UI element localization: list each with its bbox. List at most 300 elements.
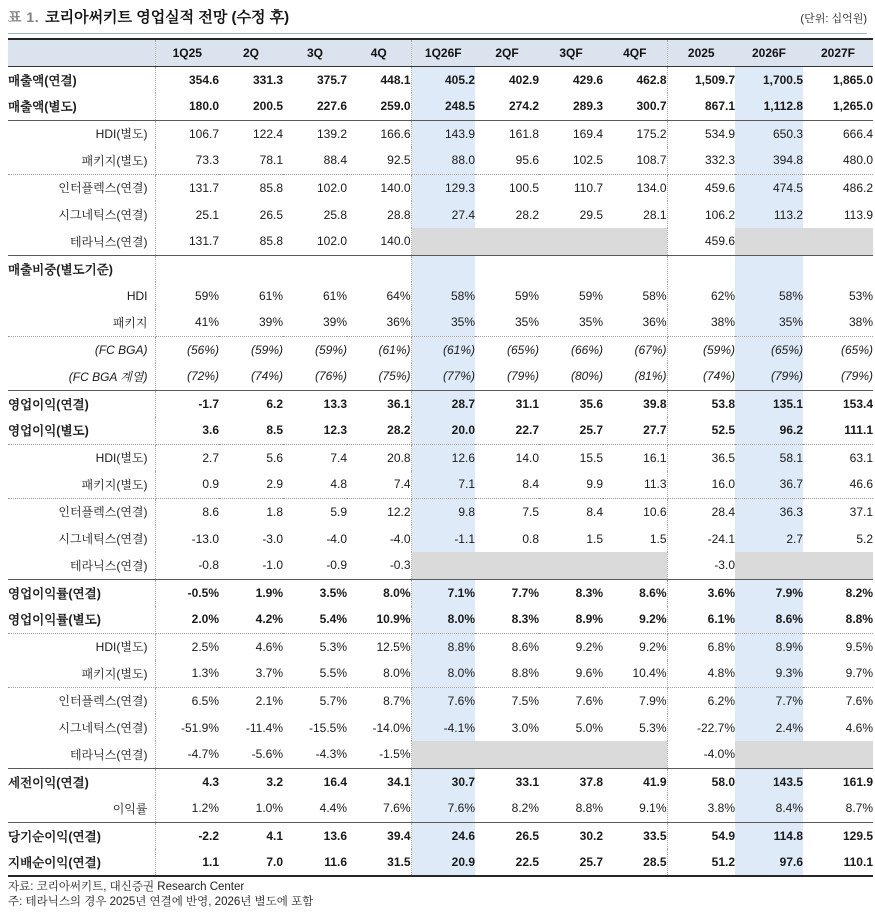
cell: 227.6 [283,93,347,120]
cell: 7.0 [219,849,283,876]
table-header-row [8,39,873,66]
cell: 25.8 [323,207,347,222]
cell: 36.3 [735,498,803,525]
cell: -3.0 [667,552,735,579]
cell [735,228,803,255]
row-label: 시그네틱스(연결) [8,201,155,228]
cell: -22.7% [696,720,735,735]
column-header: 2QF [475,39,539,66]
table-row [8,282,873,309]
row-label: 지배순이익(연결) [8,849,155,876]
cell: -11.4% [245,720,283,735]
table-row [8,768,873,795]
cell: -0.3 [347,552,411,579]
cell: 88.4 [283,147,347,174]
cell: -0.9 [283,552,347,579]
cell: 95.6 [475,147,539,174]
cell: 200.5 [219,93,283,120]
cell [539,255,603,282]
cell: 8.6% [511,639,539,654]
cell: 59% [578,288,603,303]
cell: 166.6 [347,120,411,147]
cell: 96.2 [735,417,803,444]
column-header: 1Q25 [155,39,219,66]
cell: 7.9% [603,687,667,714]
cell [283,255,347,282]
cell: 25.7 [539,417,603,444]
cell: 9.6% [539,660,603,687]
cell: 64% [347,282,411,309]
row-label: 테라닉스(연결) [8,552,155,579]
cell: (66%) [570,342,603,357]
cell: 59% [194,288,219,303]
cell: 8.9% [735,633,803,660]
cell: 108.7 [603,147,667,174]
cell: 6.5% [191,693,219,708]
column-header: 1Q26F [411,39,475,66]
cell: 54.9 [711,828,735,843]
unit-label: (단위: 십억원) [800,13,867,25]
cell: 448.1 [347,66,411,93]
cell [219,255,283,282]
cell: 58% [735,282,803,309]
cell: 1.8 [266,504,283,519]
cell: 35% [411,309,475,336]
cell: 61% [322,288,347,303]
cell [539,741,603,768]
cell: 3.6 [155,417,219,444]
cell [475,741,539,768]
table-row [8,390,873,417]
table-row [8,633,873,660]
cell: 24.6 [411,822,475,849]
row-label: 인터플렉스(연결) [8,687,155,714]
table-row [8,147,873,174]
cell: 8.0% [411,660,475,687]
row-label: 패키지 [8,309,155,336]
cell: 36.5 [711,450,735,465]
cell: 3.5% [319,585,347,600]
forecast-table [8,38,873,877]
table-row [8,552,873,579]
row-label: 당기순이익(연결) [8,822,155,849]
cell: 4.6% [845,720,873,735]
row-label: 패키지(별도) [8,147,155,174]
cell: 97.6 [735,849,803,876]
cell: 53.8 [711,396,735,411]
cell: -4.3% [283,741,347,768]
cell: 58.1 [735,444,803,471]
cell: 9.3% [735,660,803,687]
row-label: 패키지(별도) [8,660,155,687]
cell: 33.5 [603,822,667,849]
table-row [8,687,873,714]
row-label: 매출액(연결) [8,66,155,93]
cell: 867.1 [667,93,735,120]
table-title [8,6,867,30]
table-row [8,417,873,444]
table-row [8,93,873,120]
cell [735,255,803,282]
cell: -24.1 [707,531,735,546]
cell: (72%) [155,363,219,390]
cell: 289.3 [539,93,603,120]
cell: 139.2 [316,126,347,141]
cell: (59%) [314,342,347,357]
row-label: 매출액(별도) [8,93,155,120]
cell: -1.5% [347,741,411,768]
cell: 8.8% [475,660,539,687]
cell: 7.6% [347,795,411,822]
cell: 92.5 [347,147,411,174]
cell: 3.0% [511,720,539,735]
cell: 114.8 [735,822,803,849]
cell: 27.4 [411,201,475,228]
cell: 39% [283,309,347,336]
row-label: HDI(별도) [8,444,155,471]
cell: -15.5% [308,720,347,735]
cell: 4.8% [667,660,735,687]
cell: -1.0 [219,552,283,579]
column-header: 2026F [735,39,803,66]
cell: 8.4% [735,795,803,822]
table-row [8,444,873,471]
cell: 25.7 [539,849,603,876]
cell: 3.2 [266,774,283,789]
cell: -2.2 [198,828,219,843]
column-header: 4QF [603,39,667,66]
table-number: 표 1. [8,9,40,25]
cell: (74%) [219,363,283,390]
column-header: 2027F [803,39,873,66]
cell: 354.6 [188,72,219,87]
cell: 140.0 [347,174,411,201]
cell [603,552,667,579]
cell: 113.9 [843,207,873,222]
cell: 161.9 [842,774,873,789]
cell [803,228,873,255]
cell: 1,265.0 [803,93,873,120]
row-label: 인터플렉스(연결) [8,174,155,201]
row-label: 테라닉스(연결) [8,228,155,255]
cell: (56%) [186,342,219,357]
cell: 332.3 [667,147,735,174]
cell: 28.2 [515,207,539,222]
cell: 52.5 [667,417,735,444]
cell: 8.8% [539,795,603,822]
cell: 5.7% [319,693,347,708]
cell: 161.8 [508,126,539,141]
cell: (79%) [735,363,803,390]
cell: 26.5 [515,828,539,843]
cell: 7.5 [522,504,539,519]
cell: 36% [347,309,411,336]
cell: 534.9 [704,126,735,141]
cell: 61% [258,288,283,303]
cell: 5.3% [603,714,667,741]
cell: -5.6% [219,741,283,768]
row-label: 영업이익(별도) [8,417,155,444]
cell: 113.2 [735,201,803,228]
cell: 8.6% [735,606,803,633]
cell [667,255,735,282]
table-row [8,714,873,741]
cell: 88.0 [411,147,475,174]
cell: 134.0 [603,174,667,201]
cell: 140.0 [347,228,411,255]
cell [735,741,803,768]
cell [603,228,667,255]
cell [411,255,475,282]
cell: 131.7 [188,180,219,195]
cell: 110.1 [803,849,873,876]
cell: 15.5 [579,450,603,465]
page-title: 코리아써키트 영업실적 전망 (수정 후) [45,9,290,26]
cell: 8.7% [347,687,411,714]
cell: 175.2 [603,120,667,147]
cell: 5.0% [575,720,603,735]
row-label: 시그네틱스(연결) [8,525,155,552]
cell: 34.1 [347,768,411,795]
cell: 58.0 [711,774,735,789]
cell: 37.1 [849,504,873,519]
cell: 22.5 [475,849,539,876]
cell: 8.5 [219,417,283,444]
table-row [8,471,873,498]
cell: 12.5% [347,633,411,660]
cell: 1.9% [255,585,283,600]
cell: -3.0 [262,531,283,546]
cell: 2.0% [155,606,219,633]
row-label: 세전이익(연결) [8,768,155,795]
cell: 8.6 [202,504,219,519]
cell: 3.8% [667,795,735,822]
cell: 394.8 [735,147,803,174]
cell [603,255,667,282]
cell: 1.1 [155,849,219,876]
cell: 36.1 [347,390,411,417]
cell: 7.1 [411,471,475,498]
cell: 100.5 [508,180,539,195]
cell: 7.1% [411,579,475,606]
cell: 28.1 [603,201,667,228]
table-row [8,849,873,876]
cell: 58% [411,282,475,309]
row-label: 매출비중(별도기준) [8,255,155,282]
cell: 7.7% [511,585,539,600]
cell: (61%) [347,336,411,363]
cell: 111.1 [803,417,873,444]
cell [411,552,475,579]
cell: 78.1 [219,147,283,174]
cell: 53% [848,288,873,303]
cell: 122.4 [252,126,283,141]
cell: 3.7% [219,660,283,687]
cell [475,255,539,282]
cell [539,552,603,579]
cell: 8.0% [347,579,411,606]
cell [411,228,475,255]
footnote: 주: 테라닉스의 경우 2025년 연결에 반영, 2026년 별도에 포함 [8,896,314,908]
cell: 102.5 [539,147,603,174]
cell: 13.3 [323,396,347,411]
cell: 29.5 [579,207,603,222]
cell: -4.0 [326,531,347,546]
cell: (79%) [475,363,539,390]
cell: 9.2% [575,639,603,654]
cell: (65%) [735,336,803,363]
table-row [8,363,873,390]
cell: -1.1 [411,525,475,552]
cell: 486.2 [842,180,873,195]
cell: 41% [155,309,219,336]
cell: 462.8 [603,66,667,93]
cell: 9.7% [803,660,873,687]
cell: 2.5% [191,639,219,654]
cell [475,552,539,579]
cell: (79%) [803,363,873,390]
cell: (59%) [702,342,735,357]
cell: (65%) [840,342,873,357]
cell: 30.7 [411,768,475,795]
cell: 31.1 [515,396,539,411]
cell: 143.9 [411,120,475,147]
cell: 180.0 [155,93,219,120]
cell: 9.2% [603,606,667,633]
cell: 13.6 [323,828,347,843]
cell: -0.8 [155,552,219,579]
row-label: HDI [8,282,155,309]
cell: 2.4% [735,714,803,741]
cell: 10.9% [347,606,411,633]
row-label: 영업이익률(연결) [8,579,155,606]
table-footer [8,877,873,910]
cell: -4.0 [347,525,411,552]
row-label: 영업이익(연결) [8,390,155,417]
cell [803,552,873,579]
cell [155,255,219,282]
table-row [8,525,873,552]
cell: 248.5 [411,93,475,120]
cell [475,228,539,255]
cell: 331.3 [252,72,283,87]
cell: 5.4% [283,606,347,633]
cell: 12.2 [347,498,411,525]
row-label: 이익률 [8,795,155,822]
cell: 8.0% [411,606,475,633]
cell: 28.7 [411,390,475,417]
cell: 26.5 [259,207,283,222]
cell: 14.0 [515,450,539,465]
cell: 22.7 [475,417,539,444]
cell: 1,865.0 [832,72,873,87]
cell: 102.0 [316,180,347,195]
table-row [8,579,873,606]
cell: 8.4 [586,504,603,519]
cell: 8.2% [475,795,539,822]
table-row [8,201,873,228]
cell: (59%) [250,342,283,357]
cell: (65%) [506,342,539,357]
cell: 8.8% [803,606,873,633]
cell: -14.0% [347,714,411,741]
cell: 4.1 [266,828,283,843]
cell: 143.5 [735,768,803,795]
cell: 5.6 [266,450,283,465]
cell: 28.2 [347,417,411,444]
cell: 4.2% [219,606,283,633]
cell: 28.4 [711,504,735,519]
cell: 169.4 [572,126,603,141]
cell: 4.6% [255,639,283,654]
cell: 106.2 [704,207,735,222]
cell: 36.7 [735,471,803,498]
cell: 30.2 [579,828,603,843]
cell: 28.8 [347,201,411,228]
cell: 25.1 [195,207,219,222]
cell: 59% [514,288,539,303]
column-header: 4Q [347,39,411,66]
source-note: 자료: 코리아써키트, 대신증권 Research Center [8,881,245,893]
cell [411,741,475,768]
cell: 153.4 [842,396,873,411]
cell: 402.9 [508,72,539,87]
cell [803,255,873,282]
cell: 2.7 [735,525,803,552]
cell: 8.6% [603,579,667,606]
cell: 2.7 [202,450,219,465]
cell: 129.3 [411,174,475,201]
cell: 73.3 [155,147,219,174]
cell: 85.8 [219,228,283,255]
cell: 1,112.8 [735,93,803,120]
cell: 41.9 [603,768,667,795]
cell: 6.2 [266,396,283,411]
table-row [8,822,873,849]
cell: 474.5 [735,174,803,201]
column-header: 3QF [539,39,603,66]
cell: 38% [667,309,735,336]
cell [347,255,411,282]
cell: 5.3% [319,639,347,654]
cell: 1,700.5 [735,66,803,93]
cell: 16.4 [323,774,347,789]
cell: 62% [710,288,735,303]
cell: (67%) [603,336,667,363]
cell: 3.6% [707,585,735,600]
cell: 135.1 [735,390,803,417]
cell: 39% [219,309,283,336]
cell: 8.8% [411,633,475,660]
cell: 7.6% [575,693,603,708]
cell: 8.4 [475,471,539,498]
cell: 106.7 [188,126,219,141]
cell: -4.1% [411,714,475,741]
cell: 9.5% [845,639,873,654]
cell: 12.3 [283,417,347,444]
cell: 38% [803,309,873,336]
row-label: (FC BGA 계열) [8,363,155,390]
column-header [8,39,155,66]
cell: 28.5 [603,849,667,876]
table-row [8,66,873,93]
cell: 4.4% [283,795,347,822]
cell: 429.6 [572,72,603,87]
cell: 85.8 [259,180,283,195]
cell: 33.1 [515,774,539,789]
cell [803,741,873,768]
cell: 274.2 [475,93,539,120]
